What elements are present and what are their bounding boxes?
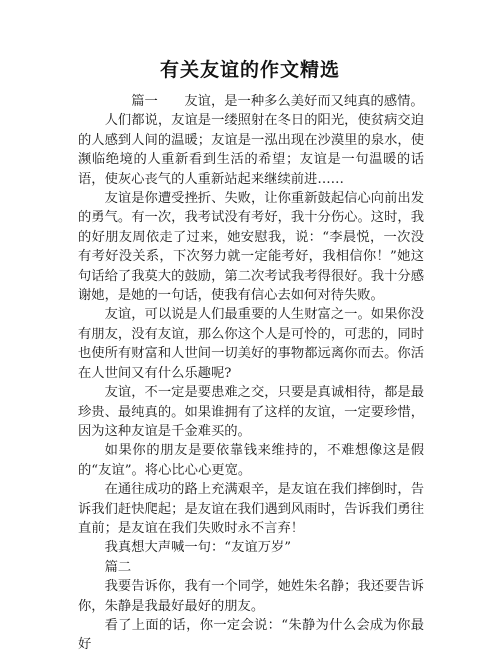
paragraph: 人们都说，友谊是一缕照射在冬日的阳光，使贫病交迫的人感到人间的温暖；友谊是一泓出现在沙漠里的泉水，使濒临绝境的人重新看到生活的希望；友谊是一句温暖的话语，使灰心丧气的人重新站起来继续前进…… bbox=[78, 113, 424, 187]
document-title: 有关友谊的作文精选 bbox=[159, 59, 340, 81]
paragraph: 看了上面的话，你一定会说：“朱静为什么会成为你最好 bbox=[78, 617, 424, 653]
paragraph: 友谊是你遭受挫折、失败，让你重新鼓起信心向前出发的勇气。有一次，我考试没有考好，我十分伤心。这时，我的好朋友周依走了过来，她安慰我，说：“李晨悦，一次没有考好没关系，下次努力就一定能考好，我相信你！”她这句话给了我莫大的鼓励，第二次考试我考得很好。我十分感谢她，是她的一句话，使我有信心去如何对待失败。 bbox=[78, 191, 424, 304]
section-label-2: 篇二 bbox=[104, 559, 132, 575]
paragraph: 我要告诉你，我有一个同学，她姓朱名静；我还要告诉你，朱静是我最好最好的朋友。 bbox=[78, 579, 424, 614]
section-heading-1 bbox=[78, 92, 424, 111]
article-body bbox=[78, 92, 424, 655]
section-subtitle-1: 友谊，是一种多么美好而又纯真的感情。 bbox=[184, 94, 424, 109]
section-label-1: 篇一 bbox=[131, 94, 158, 109]
paragraph: 友谊，不一定是要患难之交，只要是真诚相待，都是最珍贵、最纯真的。如果谁拥有了这样的友谊，一定要珍惜，因为这种友谊是千金难买的。 bbox=[78, 385, 424, 439]
paragraph: 如果你的朋友是要依靠钱来维持的，不难想像这是假的“友谊”。将心比心心更宽。 bbox=[78, 443, 424, 478]
paragraph: 我真想大声喊一句：“友谊万岁” bbox=[104, 540, 292, 556]
section-heading-2 bbox=[78, 558, 424, 577]
paragraph: 在通往成功的路上充满艰辛，是友谊在我们摔倒时，告诉我们赶快爬起；是友谊在我们遇到风雨时，告诉我们勇往直前；是友谊在我们失败时永不言弃！ bbox=[78, 482, 424, 536]
paragraph: 友谊，可以说是人们最重要的人生财富之一。如果你没有朋友，没有友谊，那么你这个人是可怜的，可悲的，同时也使所有财富和人世间一切美好的事物都远离你而去。你活在人世间又有什么乐趣呢? bbox=[78, 307, 424, 381]
